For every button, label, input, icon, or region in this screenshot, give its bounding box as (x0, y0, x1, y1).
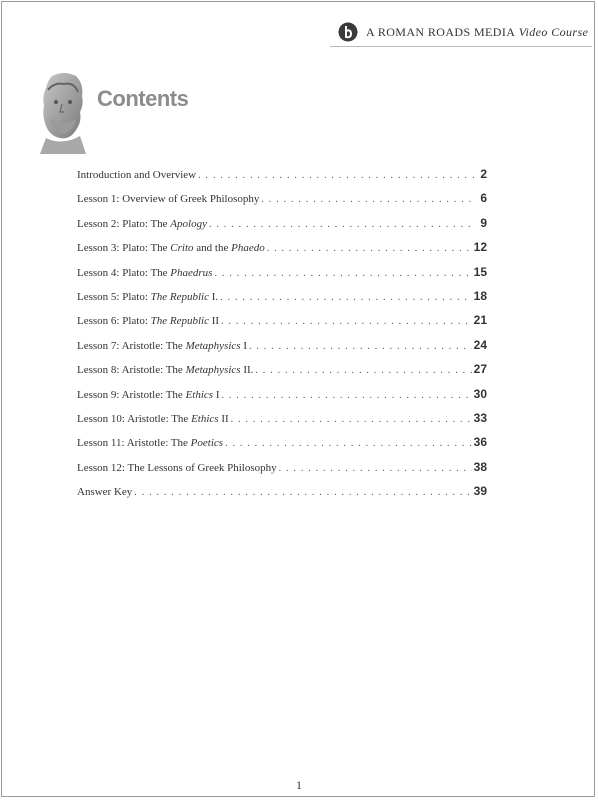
toc-entry-page: 39 (473, 484, 487, 499)
toc-entry[interactable] (77, 362, 487, 386)
toc-entry[interactable] (77, 167, 487, 191)
page-number: 1 (296, 778, 302, 792)
brand-prefix: A (366, 24, 375, 39)
toc-entry[interactable] (77, 411, 487, 435)
brand-name: ROMAN ROADS MEDIA (377, 24, 516, 39)
brand-text (366, 25, 588, 40)
toc-entry-title: Lesson 2: Plato: The Apology (77, 217, 207, 230)
toc-entry-title: Lesson 7: Aristotle: The Metaphysics I (77, 339, 247, 352)
toc-entry-page: 21 (473, 313, 487, 328)
toc-entry-page: 33 (473, 410, 487, 425)
toc-entry[interactable] (77, 240, 487, 264)
toc-entry-page: 24 (473, 337, 487, 352)
toc-entry[interactable] (77, 460, 487, 484)
toc-entry[interactable] (77, 289, 487, 313)
toc-entry-page: 15 (473, 264, 487, 279)
toc-leader-dots (231, 414, 472, 425)
toc-leader-dots (255, 365, 471, 376)
toc-entry-title: Lesson 1: Overview of Greek Philosophy (77, 193, 260, 206)
toc-leader-dots (225, 438, 472, 449)
page-title: Contents (97, 86, 189, 111)
toc-entry-title: Lesson 12: The Lessons of Greek Philosophy (77, 461, 277, 474)
toc-entry-page: 12 (473, 240, 487, 255)
table-of-contents (77, 167, 487, 508)
toc-entry[interactable] (77, 265, 487, 289)
toc-leader-dots (221, 316, 472, 327)
toc-leader-dots (214, 268, 471, 279)
brand-suffix: Video Course (518, 24, 589, 39)
toc-entry-title: Lesson 11: Aristotle: The Poetics (77, 437, 224, 450)
toc-entry-page: 18 (473, 288, 487, 303)
toc-entry[interactable] (77, 216, 487, 240)
header-brand (338, 22, 588, 42)
toc-entry-page: 27 (473, 362, 487, 377)
toc-entry-page: 38 (473, 459, 487, 474)
toc-leader-dots (261, 194, 475, 205)
toc-entry-title: Lesson 6: Plato: The Republic II (77, 315, 220, 328)
toc-leader-dots (134, 487, 471, 498)
toc-entry-page: 9 (480, 215, 487, 230)
header-rule (330, 46, 592, 47)
toc-entry[interactable] (77, 338, 487, 362)
roman-roads-logo-icon (338, 22, 358, 42)
toc-entry-title: Lesson 9: Aristotle: The Ethics I (77, 388, 220, 401)
aristotle-bust-icon (34, 70, 92, 154)
toc-entry-title: Lesson 5: Plato: The Republic I. (77, 290, 219, 303)
toc-entry-title: Lesson 3: Plato: The Crito and the Phaedo (77, 242, 265, 255)
toc-entry-title: Introduction and Overview (77, 169, 197, 181)
toc-leader-dots (267, 243, 472, 254)
toc-entry[interactable] (77, 313, 487, 337)
toc-entry-title: Lesson 8: Aristotle: The Metaphysics II. (77, 364, 254, 377)
toc-leader-dots (220, 292, 471, 303)
toc-entry-page: 30 (473, 386, 487, 401)
toc-leader-dots (279, 463, 472, 474)
toc-leader-dots (249, 341, 472, 352)
toc-leader-dots (198, 170, 475, 181)
toc-entry[interactable] (77, 191, 487, 215)
toc-leader-dots (209, 219, 475, 230)
toc-entry-title: Lesson 4: Plato: The Phaedrus (77, 266, 213, 279)
toc-entry-page: 36 (473, 435, 487, 450)
toc-entry-title: Lesson 10: Aristotle: The Ethics II (77, 412, 229, 425)
toc-leader-dots (222, 390, 472, 401)
toc-entry-page: 6 (480, 191, 487, 206)
toc-entry-title: Answer Key (77, 486, 133, 499)
toc-entry[interactable] (77, 484, 487, 508)
toc-entry[interactable] (77, 435, 487, 459)
toc-entry-page: 2 (480, 167, 487, 181)
toc-entry[interactable] (77, 387, 487, 411)
